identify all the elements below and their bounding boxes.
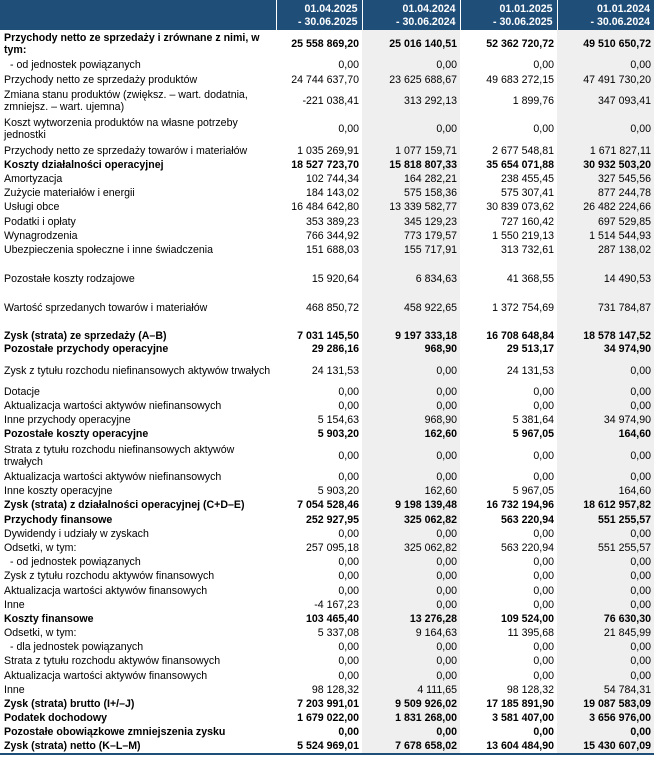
row-label: Wartość sprzedanych towarów i materiałów <box>4 301 208 314</box>
value-cell-period-2: 162,60 <box>362 484 460 498</box>
value-cell-period-1: 5 154,63 <box>317 414 359 427</box>
row-label: - od jednostek powiązanych <box>10 59 141 72</box>
value-cell-period-1: 252 927,95 <box>305 513 359 526</box>
value-cell-period-3: 0,00 <box>533 669 554 682</box>
value-cell-period-2: 0,00 <box>362 470 460 484</box>
period-from: 01.01.2024 <box>596 3 650 15</box>
table-row <box>0 569 654 583</box>
value-cell-period-1: 103 465,40 <box>305 612 359 625</box>
value-cell-period-3: 0,00 <box>533 726 554 739</box>
value-cell-period-1: 25 558 869,20 <box>291 38 359 51</box>
value-cell-period-2: 1 077 159,71 <box>362 144 460 158</box>
value-cell-period-2: 345 129,23 <box>362 214 460 228</box>
value-cell-period-3: 0,00 <box>533 59 554 72</box>
row-label: Odsetki, w tym: <box>4 627 77 640</box>
table-row <box>0 513 654 527</box>
value-cell-period-3: 0,00 <box>533 123 554 136</box>
value-cell-period-3: 16 732 194,96 <box>486 499 554 512</box>
value-cell-period-2: 0,00 <box>362 527 460 541</box>
value-cell-period-2: 0,00 <box>362 555 460 569</box>
value-cell-period-3: 0,00 <box>533 471 554 484</box>
table-row <box>0 172 654 186</box>
table-row <box>0 385 654 399</box>
table-body <box>0 30 654 754</box>
value-cell-period-3: 238 455,45 <box>500 173 554 186</box>
value-cell-period-3: 35 654 071,88 <box>486 158 554 171</box>
table-row <box>0 87 654 115</box>
period-to: - 30.06.2024 <box>396 15 456 28</box>
table-row <box>0 229 654 243</box>
value-cell-period-1: 16 484 642,80 <box>291 201 359 214</box>
value-cell-period-4: 26 482 224,66 <box>557 200 654 214</box>
row-label: Aktualizacja wartości aktywów finansowych <box>4 669 208 682</box>
value-cell-period-4: 1 671 827,11 <box>557 144 654 158</box>
value-cell-period-1: 5 337,08 <box>317 627 359 640</box>
value-cell-period-3: 0,00 <box>533 400 554 413</box>
value-cell-period-1: 151 688,03 <box>305 243 359 256</box>
value-cell-period-3: 563 220,94 <box>500 513 554 526</box>
table-row <box>0 598 654 612</box>
table-row <box>0 186 654 200</box>
value-cell-period-2: 155 717,91 <box>362 243 460 257</box>
row-label: - od jednostek powiązanych <box>10 556 141 569</box>
value-cell-period-4: 15 430 607,09 <box>557 740 654 754</box>
table-row <box>0 541 654 555</box>
value-cell-period-1: 5 524 969,01 <box>276 740 362 754</box>
period-to: - 30.06.2025 <box>298 15 358 28</box>
table-row <box>0 725 654 739</box>
row-label: Koszty finansowe <box>4 612 94 625</box>
value-cell-period-3: 11 395,68 <box>507 627 554 640</box>
value-cell-period-2: 0,00 <box>362 669 460 683</box>
header-row <box>0 0 654 30</box>
value-cell-period-4: 14 490,53 <box>557 257 654 285</box>
row-label: Odsetki, w tym: <box>4 541 77 554</box>
value-cell-period-2: 0,00 <box>362 356 460 384</box>
value-cell-period-4: 1 514 544,93 <box>557 229 654 243</box>
value-cell-period-1: 0,00 <box>338 59 359 72</box>
table-row <box>0 498 654 512</box>
value-cell-period-4: 76 630,30 <box>557 612 654 626</box>
value-cell-period-2: 313 292,13 <box>362 87 460 115</box>
table-row <box>0 640 654 654</box>
value-cell-period-2: 9 164,63 <box>362 626 460 640</box>
value-cell-period-2: 0,00 <box>362 583 460 597</box>
row-label: Inne <box>4 683 25 696</box>
row-label: Pozostałe koszty operacyjne <box>4 428 149 441</box>
value-cell-period-4: 0,00 <box>557 58 654 72</box>
value-cell-period-4: 18 578 147,52 <box>557 314 654 342</box>
value-cell-period-1: 0,00 <box>338 556 359 569</box>
value-cell-period-2: 773 179,57 <box>362 229 460 243</box>
value-cell-period-2: 0,00 <box>362 569 460 583</box>
value-cell-period-4: 0,00 <box>557 583 654 597</box>
period-header-1 <box>276 0 362 30</box>
period-header-3 <box>460 0 557 30</box>
value-cell-period-4: 0,00 <box>557 385 654 399</box>
value-cell-period-1: 766 344,92 <box>305 229 359 242</box>
table-row <box>0 413 654 427</box>
value-cell-period-3: 24 131,53 <box>506 364 554 377</box>
value-cell-period-1: 7 203 991,01 <box>297 698 359 711</box>
value-cell-period-1: 0,00 <box>338 641 359 654</box>
value-cell-period-2: 13 339 582,77 <box>362 200 460 214</box>
value-cell-period-2: 0,00 <box>362 640 460 654</box>
row-label: Dotacje <box>4 385 40 398</box>
value-cell-period-3: 30 839 073,62 <box>486 201 554 214</box>
value-cell-period-2: 15 818 807,33 <box>362 158 460 172</box>
value-cell-period-2: 7 678 658,02 <box>362 740 460 754</box>
value-cell-period-2: 0,00 <box>362 725 460 739</box>
value-cell-period-3: 5 967,05 <box>512 485 554 498</box>
table-row <box>0 442 654 470</box>
value-cell-period-1: 0,00 <box>338 400 359 413</box>
value-cell-period-2: 164 282,21 <box>362 172 460 186</box>
value-cell-period-4: 47 491 730,20 <box>557 73 654 87</box>
table-row <box>0 342 654 356</box>
value-cell-period-1: 5 903,20 <box>317 485 359 498</box>
value-cell-period-3: 0,00 <box>533 570 554 583</box>
table-row <box>0 654 654 668</box>
row-label: Inne <box>4 598 25 611</box>
value-cell-period-1: 98 128,32 <box>311 683 359 696</box>
value-cell-period-3: 52 362 720,72 <box>486 38 554 51</box>
value-cell-period-1: 102 744,34 <box>305 173 359 186</box>
period-header-2 <box>362 0 460 30</box>
value-cell-period-3: 109 524,00 <box>500 612 554 625</box>
value-cell-period-3: 0,00 <box>533 584 554 597</box>
value-cell-period-3: 41 368,55 <box>506 273 554 286</box>
value-cell-period-2: 9 509 926,02 <box>362 697 460 711</box>
table-row <box>0 612 654 626</box>
row-label: Pozostałe przychody operacyjne <box>4 343 169 356</box>
value-cell-period-2: 6 834,63 <box>362 257 460 285</box>
table-row <box>0 740 654 754</box>
row-label: Dywidendy i udziały w zyskach <box>4 527 149 540</box>
value-cell-period-4: 19 087 583,09 <box>557 697 654 711</box>
row-label: Zysk z tytułu rozchodu niefinansowych aktywów trwałych <box>4 364 271 377</box>
value-cell-period-3: 98 128,32 <box>506 683 554 696</box>
value-cell-period-2: 0,00 <box>362 115 460 143</box>
value-cell-period-4: 551 255,57 <box>557 513 654 527</box>
row-label: Podatki i opłaty <box>4 215 76 228</box>
row-label: Wynagrodzenia <box>4 229 78 242</box>
row-label: Przychody netto ze sprzedaży i zrównane z nimi, w tym: <box>4 32 260 57</box>
value-cell-period-4: 0,00 <box>557 442 654 470</box>
row-label: - dla jednostek powiązanych <box>10 641 144 654</box>
value-cell-period-4: 0,00 <box>557 598 654 612</box>
table-row <box>0 257 654 285</box>
value-cell-period-4: 877 244,78 <box>557 186 654 200</box>
value-cell-period-4: 0,00 <box>557 654 654 668</box>
table-row <box>0 243 654 257</box>
row-label: Zysk z tytułu rozchodu aktywów finansowych <box>4 570 215 583</box>
value-cell-period-1: 468 850,72 <box>305 301 359 314</box>
value-cell-period-3: 0,00 <box>533 655 554 668</box>
value-cell-period-3: 1 372 754,69 <box>492 301 554 314</box>
table-row <box>0 144 654 158</box>
value-cell-period-2: 0,00 <box>362 654 460 668</box>
value-cell-period-1: 24 744 637,70 <box>291 73 359 86</box>
value-cell-period-1: 0,00 <box>338 570 359 583</box>
value-cell-period-2: 0,00 <box>362 385 460 399</box>
value-cell-period-2: 162,60 <box>362 427 460 441</box>
period-header-4 <box>557 0 654 30</box>
row-label: Podatek dochodowy <box>4 712 108 725</box>
value-cell-period-2: 23 625 688,67 <box>362 73 460 87</box>
value-cell-period-4: 21 845,99 <box>557 626 654 640</box>
value-cell-period-4: 34 974,90 <box>557 413 654 427</box>
value-cell-period-3: 727 160,42 <box>500 215 554 228</box>
row-label: Przychody finansowe <box>4 513 113 526</box>
row-label: Przychody netto ze sprzedaży produktów <box>4 73 198 86</box>
row-label: Zysk (strata) ze sprzedaży (A–B) <box>4 330 167 343</box>
value-cell-period-2: 0,00 <box>362 399 460 413</box>
value-cell-period-4: 164,60 <box>557 427 654 441</box>
value-cell-period-4: 697 529,85 <box>557 214 654 228</box>
value-cell-period-2: 0,00 <box>362 598 460 612</box>
value-cell-period-4: 34 974,90 <box>557 342 654 356</box>
value-cell-period-4: 347 093,41 <box>557 87 654 115</box>
period-to: - 30.06.2024 <box>590 15 650 28</box>
value-cell-period-1: -221 038,41 <box>302 94 359 107</box>
value-cell-period-1: 0,00 <box>338 527 359 540</box>
value-cell-period-3: 49 683 272,15 <box>486 73 554 86</box>
row-label: Zużycie materiałów i energii <box>4 187 135 200</box>
value-cell-period-2: 325 062,82 <box>362 513 460 527</box>
value-cell-period-4: 0,00 <box>557 640 654 654</box>
value-cell-period-2: 9 198 139,48 <box>362 498 460 512</box>
table-row <box>0 285 654 313</box>
row-label: Zysk (strata) z działalności operacyjnej (C+D–E) <box>4 499 245 512</box>
value-cell-period-3: 563 220,94 <box>500 541 554 554</box>
value-cell-period-3: 3 581 407,00 <box>492 712 554 725</box>
value-cell-period-3: 5 381,64 <box>512 414 554 427</box>
value-cell-period-1: 0,00 <box>338 471 359 484</box>
value-cell-period-1: 7 031 145,50 <box>297 330 359 343</box>
period-from: 01.04.2024 <box>402 3 456 15</box>
table-row <box>0 470 654 484</box>
value-cell-period-4: 0,00 <box>557 399 654 413</box>
row-label: Amortyzacja <box>4 173 63 186</box>
value-cell-period-3: 0,00 <box>533 449 554 462</box>
table-row <box>0 583 654 597</box>
table-row <box>0 58 654 72</box>
table-row <box>0 115 654 143</box>
value-cell-period-2: 325 062,82 <box>362 541 460 555</box>
value-cell-period-4: 0,00 <box>557 527 654 541</box>
table-row <box>0 697 654 711</box>
value-cell-period-4: 30 932 503,20 <box>557 158 654 172</box>
row-label: Aktualizacja wartości aktywów finansowych <box>4 584 208 597</box>
table-row <box>0 669 654 683</box>
value-cell-period-3: 0,00 <box>533 527 554 540</box>
value-cell-period-3: 1 899,76 <box>512 94 554 107</box>
table-row <box>0 626 654 640</box>
value-cell-period-2: 0,00 <box>362 442 460 470</box>
value-cell-period-1: 0,00 <box>338 669 359 682</box>
table-row <box>0 30 654 58</box>
value-cell-period-4: 551 255,57 <box>557 541 654 555</box>
value-cell-period-1: 24 131,53 <box>311 364 359 377</box>
value-cell-period-3: 0,00 <box>533 598 554 611</box>
value-cell-period-1: 184 143,02 <box>305 187 359 200</box>
value-cell-period-3: 17 185 891,90 <box>486 698 554 711</box>
period-from: 01.01.2025 <box>499 3 553 15</box>
value-cell-period-4: 0,00 <box>557 115 654 143</box>
value-cell-period-1: -4 167,23 <box>314 598 359 611</box>
value-cell-period-2: 4 111,65 <box>362 683 460 697</box>
value-cell-period-1: 0,00 <box>338 385 359 398</box>
table-row <box>0 200 654 214</box>
value-cell-period-4: 0,00 <box>557 356 654 384</box>
row-label: Aktualizacja wartości aktywów niefinansowych <box>4 471 222 484</box>
row-label: Strata z tytułu rozchodu niefinansowych aktywów trwałych <box>4 443 235 468</box>
value-cell-period-2: 0,00 <box>362 58 460 72</box>
value-cell-period-1: 5 903,20 <box>317 428 359 441</box>
value-cell-period-1: 29 286,16 <box>311 343 359 356</box>
row-label: Usługi obce <box>4 201 60 214</box>
value-cell-period-1: 257 095,18 <box>305 541 359 554</box>
table-row <box>0 527 654 541</box>
header-label-cell <box>0 0 276 30</box>
value-cell-period-1: 1 035 269,91 <box>297 144 359 157</box>
value-cell-period-3: 16 708 648,84 <box>486 330 554 343</box>
value-cell-period-3: 2 677 548,81 <box>492 144 554 157</box>
value-cell-period-1: 18 527 723,70 <box>291 158 359 171</box>
row-label: Inne przychody operacyjne <box>4 414 131 427</box>
value-cell-period-4: 164,60 <box>557 484 654 498</box>
period-from: 01.04.2025 <box>304 3 358 15</box>
value-cell-period-2: 1 831 268,00 <box>362 711 460 725</box>
value-cell-period-4: 0,00 <box>557 470 654 484</box>
value-cell-period-4: 287 138,02 <box>557 243 654 257</box>
value-cell-period-3: 313 732,61 <box>500 243 554 256</box>
table-row <box>0 427 654 441</box>
value-cell-period-2: 575 158,36 <box>362 186 460 200</box>
value-cell-period-3: 13 604 484,90 <box>460 740 557 754</box>
value-cell-period-2: 25 016 140,51 <box>362 30 460 58</box>
value-cell-period-3: 29 513,17 <box>506 343 554 356</box>
row-label: Przychody netto ze sprzedaży towarów i materiałów <box>4 144 248 157</box>
value-cell-period-4: 3 656 976,00 <box>557 711 654 725</box>
value-cell-period-2: 458 922,65 <box>362 285 460 313</box>
row-label: Pozostałe koszty rodzajowe <box>4 273 135 286</box>
value-cell-period-4: 731 784,87 <box>557 285 654 313</box>
value-cell-period-3: 1 550 219,13 <box>492 229 554 242</box>
table-row <box>0 314 654 342</box>
table-row <box>0 555 654 569</box>
value-cell-period-1: 0,00 <box>338 726 359 739</box>
row-label: Zysk (strata) netto (K–L–M) <box>0 740 276 754</box>
row-label: Strata z tytułu rozchodu aktywów finansowych <box>4 655 221 668</box>
value-cell-period-4: 0,00 <box>557 555 654 569</box>
value-cell-period-1: 353 389,23 <box>305 215 359 228</box>
value-cell-period-3: 0,00 <box>533 556 554 569</box>
value-cell-period-1: 1 679 022,00 <box>297 712 359 725</box>
value-cell-period-2: 13 276,28 <box>362 612 460 626</box>
row-label: Zmiana stanu produktów (zwiększ. – wart. dodatnia, zmniejsz. – wart. ujemna) <box>4 88 248 113</box>
table-row <box>0 214 654 228</box>
value-cell-period-4: 54 784,31 <box>557 683 654 697</box>
table-row <box>0 158 654 172</box>
value-cell-period-3: 5 967,05 <box>512 428 554 441</box>
row-label: Koszt wytworzenia produktów na własne potrzeby jednostki <box>4 117 238 142</box>
period-to: - 30.06.2025 <box>493 15 553 28</box>
value-cell-period-1: 0,00 <box>338 123 359 136</box>
value-cell-period-3: 0,00 <box>533 641 554 654</box>
value-cell-period-1: 0,00 <box>338 584 359 597</box>
table-row <box>0 484 654 498</box>
value-cell-period-3: 0,00 <box>533 385 554 398</box>
value-cell-period-4: 0,00 <box>557 569 654 583</box>
value-cell-period-1: 15 920,64 <box>311 273 359 286</box>
table-row <box>0 683 654 697</box>
value-cell-period-4: 49 510 650,72 <box>557 30 654 58</box>
value-cell-period-4: 0,00 <box>557 725 654 739</box>
row-label: Ubezpieczenia społeczne i inne świadczenia <box>4 243 214 256</box>
value-cell-period-4: 0,00 <box>557 669 654 683</box>
value-cell-period-3: 575 307,41 <box>500 187 554 200</box>
value-cell-period-4: 327 545,56 <box>557 172 654 186</box>
value-cell-period-1: 0,00 <box>338 449 359 462</box>
value-cell-period-1: 7 054 528,46 <box>297 499 359 512</box>
table-row <box>0 356 654 384</box>
row-label: Inne koszty operacyjne <box>4 485 113 498</box>
table-row <box>0 399 654 413</box>
value-cell-period-2: 968,90 <box>362 413 460 427</box>
value-cell-period-2: 968,90 <box>362 342 460 356</box>
row-label: Aktualizacja wartości aktywów niefinansowych <box>4 400 222 413</box>
row-label: Koszty działalności operacyjnej <box>4 158 164 171</box>
value-cell-period-1: 0,00 <box>338 655 359 668</box>
value-cell-period-4: 18 612 957,82 <box>557 498 654 512</box>
row-label: Zysk (strata) brutto (I+/–J) <box>4 698 135 711</box>
table-row <box>0 73 654 87</box>
value-cell-period-2: 9 197 333,18 <box>362 314 460 342</box>
table-row <box>0 711 654 725</box>
row-label: Pozostałe obowiązkowe zmniejszenia zysku <box>4 726 226 739</box>
